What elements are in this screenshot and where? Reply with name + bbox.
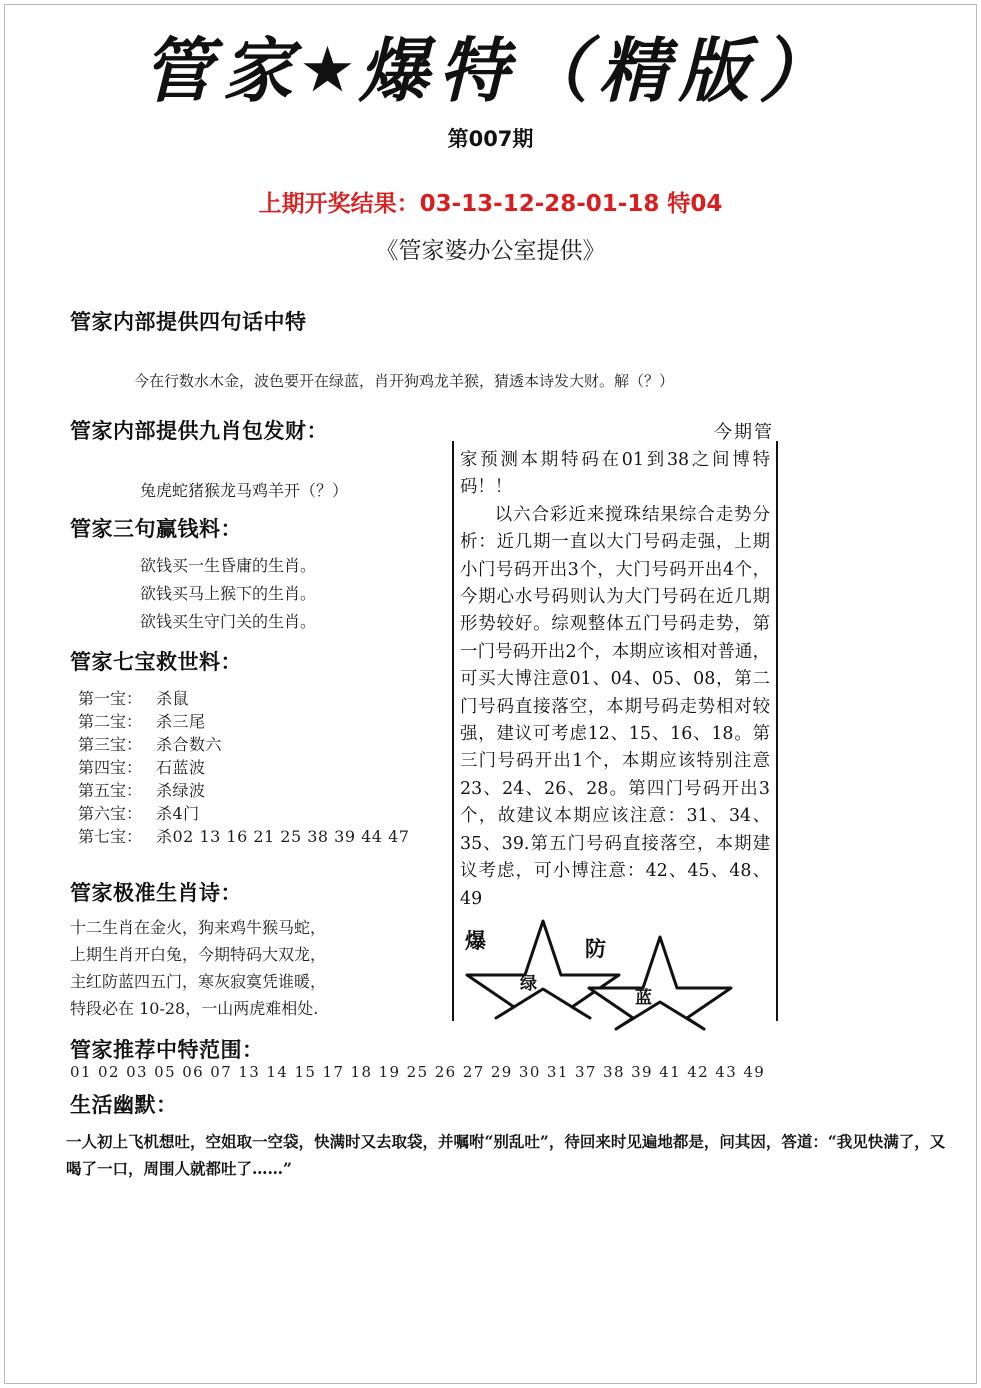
page-title [0,24,981,117]
heading-nine-zodiac: 管家内部提供九肖包发财： [70,419,328,443]
treasure-row [78,732,409,755]
star-icon: ★ [302,37,359,103]
star-blue-inner: 蓝 [635,988,652,1008]
poem-line: 特段必在 10-28，一山两虎难相处. [70,999,319,1018]
treasure-label: 第五宝： [78,781,143,800]
treasure-value: 杀4门 [156,804,200,823]
treasure-label: 第三宝： [78,735,143,754]
analysis-lead-text: 今期管 [714,422,774,443]
analysis-paragraph-1: 家预测本期特码在01到38之间博特码！！ [460,450,770,498]
star-green-label: 爆 [465,928,486,953]
issue-number: 第007期 [447,127,534,151]
heading-zodiac-poem: 管家极准生肖诗： [70,881,242,905]
treasure-label: 第一宝： [78,689,143,708]
star-blue-label: 防 [585,936,606,961]
star-outline-icon [585,933,735,1033]
treasure-row [78,709,409,732]
treasure-row [78,778,409,801]
poem-line: 上期生肖开白兔，今期特码大双龙， [70,945,327,964]
poem-line: 十二生肖在金火，狗来鸡牛猴马蛇， [70,918,327,937]
treasure-label: 第二宝： [78,712,143,731]
three-sentence-line: 欲钱买生守门关的生肖。 [140,612,317,631]
zodiac-poem [70,915,326,1023]
treasure-value: 杀合数六 [156,735,223,754]
four-sentences-text: 今在行数水木金，波色要开在绿蓝，肖开狗鸡龙羊猴，猜透本诗发大财。解（？） [134,372,675,390]
analysis-body [460,447,770,913]
poem-line: 主红防蓝四五门，寒灰寂寞凭谁暖， [70,972,327,991]
seven-treasures-list [78,686,409,847]
star-prediction-area [455,905,775,1025]
treasure-value: 杀02 13 16 21 25 38 39 44 47 [156,827,410,846]
treasure-row [78,801,409,824]
star-green-inner: 绿 [520,974,537,994]
treasure-label: 第四宝： [78,758,143,777]
heading-recommended-range: 管家推荐中特范围： [70,1038,264,1062]
last-draw-result: 上期开奖结果：03-13-12-28-01-18 特04 [258,191,723,217]
treasure-row [78,824,409,847]
heading-life-humor: 生活幽默： [70,1093,178,1117]
analysis-paragraph-2: 以六合彩近来搅珠结果综合走势分析：近几期一直以大门号码走强，上期小门号码开出3个，大门号码开出4个，今期心水号码则认为大门号码在近几期形势较好。综观整体五门号码走势，第一门号码开出2个，本期应该相对普通，可买大博注意01、04、05、08，第二门号码直接落空，本期号码走势相对较强，建议可考虑12、15、16、18。第三门号码开出1个，本期应该特别注意23、24、26、28。第四门号码开出3个，故建议本期应该注意：31、34、35、39.第五门号码直接落空，本期建议考虑，可小博注意：42、45、48、49 [460,504,770,909]
star-blue-group [585,933,735,1033]
three-sentence-line: 欲钱买一生昏庸的生肖。 [140,556,317,575]
heading-seven-treasures: 管家七宝救世料： [70,650,242,674]
heading-three-sentences: 管家三句赢钱料： [70,517,242,541]
heading-four-sentences: 管家内部提供四句话中特 [70,310,307,334]
treasure-row [78,755,409,778]
treasure-value: 杀绿波 [156,781,206,800]
three-sentence-line: 欲钱买马上猴下的生肖。 [140,584,317,603]
treasure-label: 第七宝： [78,827,143,846]
treasure-value: 杀三尾 [156,712,206,731]
treasure-value: 石蓝波 [156,758,206,777]
treasure-row [78,686,409,709]
treasure-label: 第六宝： [78,804,143,823]
nine-zodiac-text: 兔虎蛇猪猴龙马鸡羊开（？） [140,481,349,500]
provider-credit: 《管家婆办公室提供》 [375,238,606,264]
page-title-left: 管家 [142,29,303,112]
page-title-right: 爆特（精版） [358,29,839,112]
treasure-value: 杀鼠 [156,689,190,708]
recommended-range-numbers: 01 02 03 05 06 07 13 14 15 17 18 19 25 26 27 29 30 31 37 38 39 41 42 43 49 [70,1063,766,1081]
life-humor-text: 一人初上飞机想吐，空姐取一空袋，快满时又去取袋，并嘱咐“别乱吐”，待回来时见遍地都是，问其因，答道：“我见快满了，又喝了一口，周围人就都吐了……” [66,1132,946,1178]
